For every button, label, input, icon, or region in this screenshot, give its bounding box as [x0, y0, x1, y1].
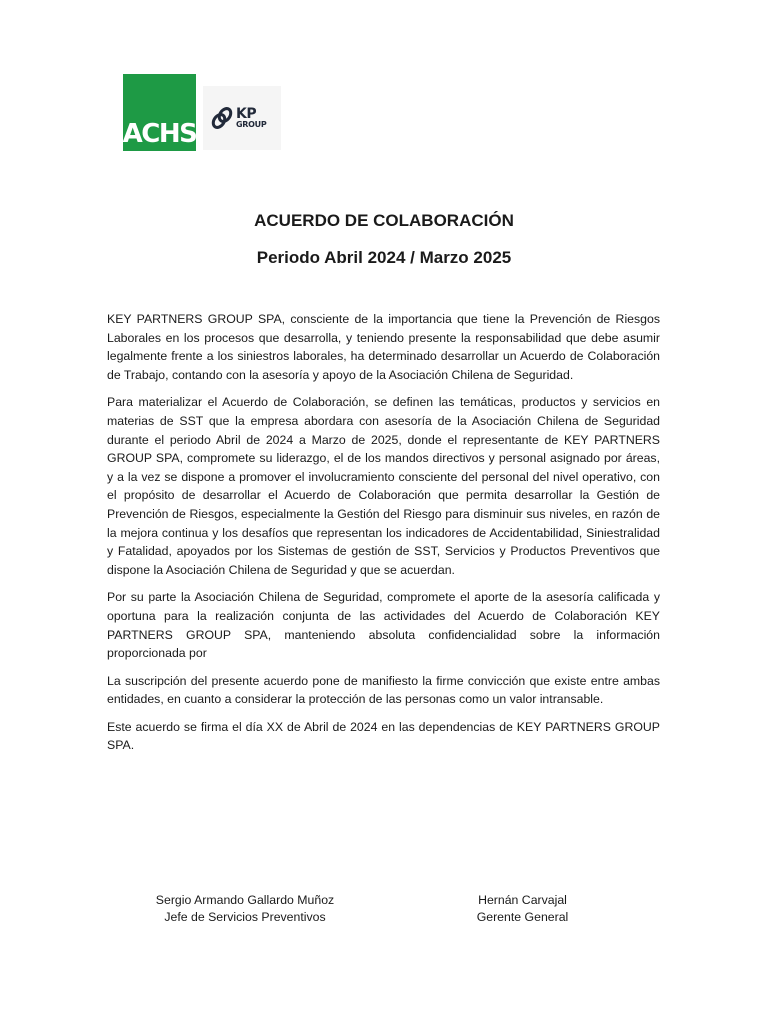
- kp-logo-sub: GROUP: [236, 120, 267, 129]
- paragraph: La suscripción del presente acuerdo pone de manifiesto la firme convicción que existe entre ambas entidades, en cuanto a considerar la protección de las personas como un valor intransable.: [107, 673, 660, 707]
- paragraph: Este acuerdo se firma el día XX de Abril de 2024 en las dependencias de KEY PARTNERS GROUP SPA.: [107, 719, 660, 753]
- document-period: Periodo Abril 2024 / Marzo 2025: [256, 248, 512, 267]
- document-title: ACUERDO DE COLABORACIÓN: [254, 211, 514, 230]
- signer-role: Gerente General: [476, 910, 569, 924]
- chain-link-icon: [210, 105, 234, 131]
- signer-name: Sergio Armando Gallardo Muñoz: [155, 893, 335, 907]
- signer-role: Jefe de Servicios Preventivos: [164, 910, 326, 924]
- kp-group-logo: [203, 86, 281, 150]
- paragraph: Por su parte la Asociación Chilena de Seguridad, compromete el aporte de la asesoría calificada y oportuna para la realización conjunta de las actividades del Acuerdo de Colaboración KEY PARTNERS GROUP SPA, manteniendo absoluta confidencialidad sobre la información proporcionada por: [107, 590, 660, 661]
- signer-name: Hernán Carvajal: [478, 893, 567, 907]
- kp-logo-main: KP: [236, 106, 257, 122]
- signature-left: [130, 892, 360, 926]
- paragraph: KEY PARTNERS GROUP SPA, consciente de la importancia que tiene la Prevención de Riesgos Laborales en los procesos que desarrolla, y teniendo presente la responsabilidad que debe asumir legalmente frente a los siniestros laborales, ha determinado desarrollar un Acuerdo de Colaboración de Trabajo, contando con la asesoría y apoyo de la Asociación Chilena de Seguridad.: [107, 312, 660, 382]
- achs-logo-text: ACHS: [122, 119, 197, 149]
- paragraph: Para materializar el Acuerdo de Colaboración, se definen las temáticas, productos y servicios en materias de SST que la empresa abordara con asesoría de la Asociación Chilena de Seguridad durante el periodo Abril de 2024 a Marzo de 2025, donde el representante de KEY PARTNERS GROUP SPA, compromete su liderazgo, el de los mandos directivos y personal asignado por áreas, y a la vez se dispone a promover el involucramiento consciente del personal del nivel operativo, con el propósito de desarrollar el Acuerdo de Colaboración que permita desarrollar la Gestión de Prevención de Riesgos, especialmente la Gestión del Riesgo para disminuir sus niveles, en razón de la mejora continua y los desafíos que representan los indicadores de Accidentabilidad, Siniestralidad y Fatalidad, apoyados por los Sistemas de gestión de SST, Servicios y Productos Preventivos que dispone la Asociación Chilena de Seguridad y que se acuerdan.: [107, 395, 660, 577]
- achs-logo: [123, 74, 196, 151]
- signature-right: [430, 892, 615, 926]
- document-body: [107, 310, 660, 764]
